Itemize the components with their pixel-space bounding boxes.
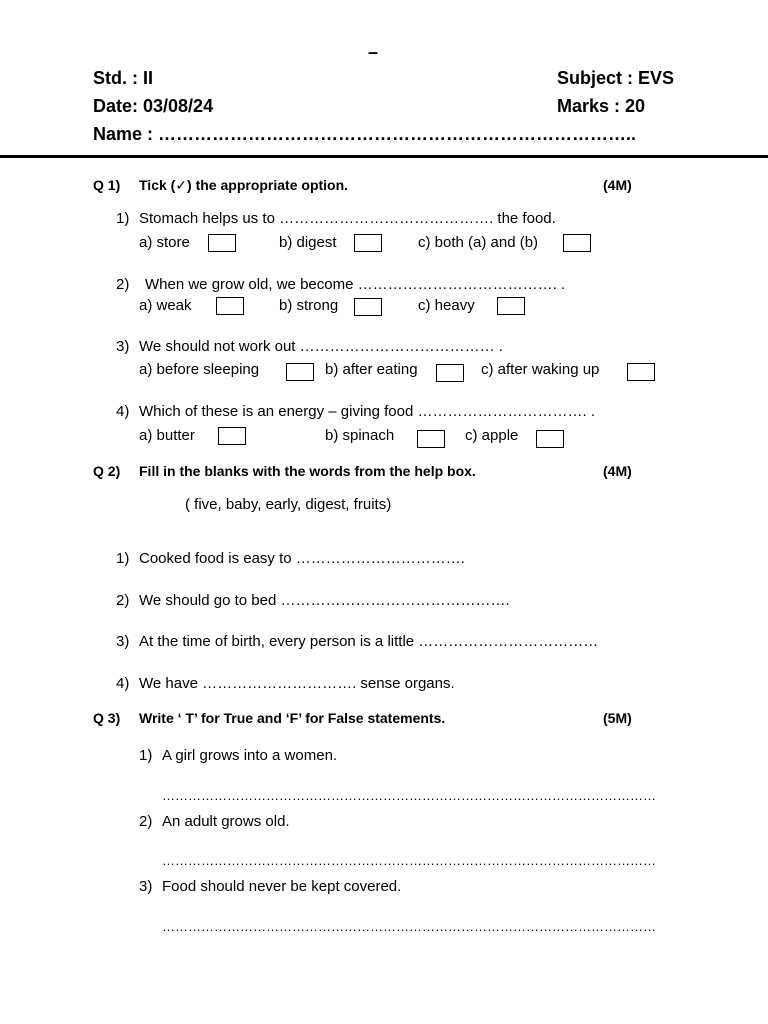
q2-number: Q 2) — [93, 463, 121, 479]
checkbox[interactable] — [497, 297, 525, 315]
true-false-statement: Food should never be kept covered. — [162, 878, 402, 895]
checkbox[interactable] — [354, 234, 382, 252]
q1-marks: (4M) — [603, 177, 632, 193]
q3-item-number: 3) — [139, 878, 153, 895]
option-label: a) before sleeping — [139, 361, 260, 378]
option-label: b) strong — [279, 297, 339, 314]
q1-item-number: 1) — [116, 210, 130, 227]
checkbox[interactable] — [417, 430, 445, 448]
q2-item-number: 3) — [116, 633, 130, 650]
name-field[interactable]: Name : …………………………………………………………………….. — [93, 124, 637, 144]
fill-blank-question: We have …………………………. sense organs. — [139, 675, 455, 692]
marks-label: Marks : 20 — [557, 96, 646, 116]
checkbox[interactable] — [216, 297, 244, 315]
true-false-statement: A girl grows into a women. — [162, 747, 338, 764]
q1-item-number: 3) — [116, 338, 130, 355]
q2-item-number: 2) — [116, 592, 130, 609]
option-label: c) after waking up — [481, 361, 600, 378]
q1-item-number: 4) — [116, 403, 130, 420]
option-label: a) store — [139, 234, 190, 251]
q1-question: Which of these is an energy – giving food ……………………………. . — [139, 403, 595, 420]
checkbox[interactable] — [563, 234, 591, 252]
q1-question: When we grow old, we become …………………………………. . — [145, 276, 566, 293]
q3-number: Q 3) — [93, 710, 121, 726]
checkbox[interactable] — [286, 363, 314, 381]
q1-number: Q 1) — [93, 177, 121, 193]
q2-marks: (4M) — [603, 463, 632, 479]
answer-line[interactable]: …………………………………………………………………………………………………… — [162, 919, 656, 934]
q1-title: Tick (✓) the appropriate option. — [139, 177, 349, 193]
q2-title: Fill in the blanks with the words from the help box. — [139, 463, 476, 479]
q1-item-number: 2) — [116, 276, 130, 293]
help-box: ( five, baby, early, digest, fruits) — [185, 496, 392, 513]
answer-line[interactable]: …………………………………………………………………………………………………… — [162, 788, 656, 803]
q1-question: We should not work out ………………………………… . — [139, 338, 503, 355]
true-false-statement: An adult grows old. — [162, 813, 290, 830]
q3-title: Write ‘ T’ for True and ‘F’ for False statements. — [139, 710, 446, 726]
q2-item-number: 1) — [116, 550, 130, 567]
q2-item-number: 4) — [116, 675, 130, 692]
option-label: a) butter — [139, 427, 195, 444]
checkbox[interactable] — [536, 430, 564, 448]
q3-item-number: 1) — [139, 747, 153, 764]
q3-marks: (5M) — [603, 710, 632, 726]
option-label: b) digest — [279, 234, 337, 251]
answer-line[interactable]: …………………………………………………………………………………………………… — [162, 853, 656, 868]
checkbox[interactable] — [354, 298, 382, 316]
subject-label: Subject : EVS — [557, 68, 675, 88]
std-label: Std. : II — [93, 68, 153, 88]
option-label: c) both (a) and (b) — [418, 234, 539, 251]
option-label: c) heavy — [418, 297, 475, 314]
fill-blank-question: Cooked food is easy to ……………………………. — [139, 550, 465, 567]
option-label: b) spinach — [325, 427, 395, 444]
header-dash: – — [368, 42, 379, 62]
option-label: b) after eating — [325, 361, 418, 378]
checkbox[interactable] — [218, 427, 246, 445]
q1-question: Stomach helps us to ……………………………………. the food. — [139, 210, 556, 227]
option-label: c) apple — [465, 427, 519, 444]
q3-item-number: 2) — [139, 813, 153, 830]
date-label: Date: 03/08/24 — [93, 96, 214, 116]
checkbox[interactable] — [208, 234, 236, 252]
fill-blank-question: At the time of birth, every person is a little ……………………………… — [139, 633, 599, 650]
option-label: a) weak — [139, 297, 192, 314]
checkbox[interactable] — [436, 364, 464, 382]
fill-blank-question: We should go to bed ………………………………………. — [139, 592, 510, 609]
checkbox[interactable] — [627, 363, 655, 381]
header-divider — [0, 155, 768, 158]
